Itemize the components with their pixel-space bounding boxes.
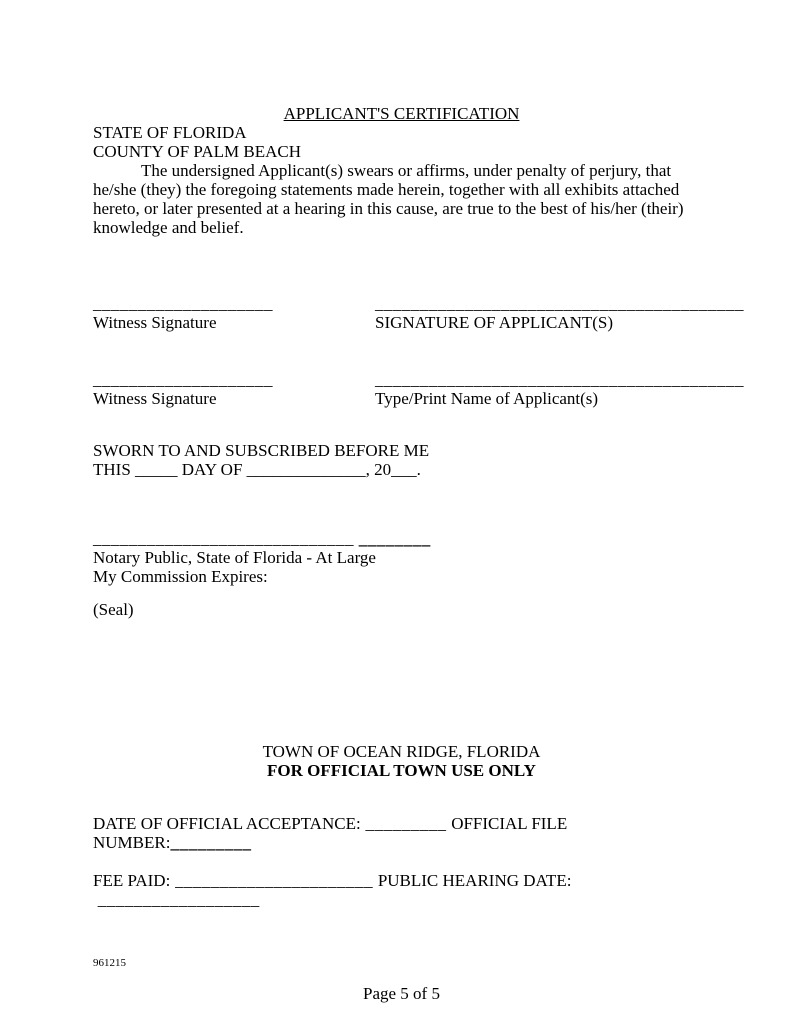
applicant-name-block (375, 370, 744, 408)
public-hearing-date-blank: __________________ (93, 890, 260, 909)
witness-signature-blank-2: ____________________ (93, 370, 273, 389)
fee-paid-label: FEE PAID: (93, 871, 171, 890)
witness-signature-block-1 (93, 294, 375, 332)
notary-signature-line (93, 529, 710, 548)
applicant-signature-block (375, 294, 744, 332)
affirmation-paragraph: The undersigned Applicant(s) swears or affirms, under penalty of perjury, that he/she (they) the foregoing statements made herein, together with all exhibits attached hereto, or later presented at a hearing in this cause, are true to the best of his/her (their) knowledge and belief. (93, 161, 684, 237)
notary-public-label: Notary Public, State of Florida - At Large (93, 548, 376, 567)
town-use-heading: TOWN OF OCEAN RIDGE, FLORIDA (262, 742, 541, 761)
notary-signature-blank-bold: ________ (354, 529, 431, 548)
date-of-acceptance-label: DATE OF OFFICIAL ACCEPTANCE: (93, 814, 361, 833)
witness-signature-label-1: Witness Signature (93, 313, 217, 332)
official-file-number-blank: _________ (170, 833, 252, 852)
town-use-subheading: FOR OFFICIAL TOWN USE ONLY (267, 761, 536, 780)
fee-paid-blank: ______________________ (170, 871, 378, 890)
page-number: Page 5 of 5 (363, 984, 440, 1003)
seal-label: (Seal) (93, 600, 134, 619)
official-file-number-label: OFFICIAL FILE NUMBER: (93, 814, 568, 852)
date-of-acceptance-blank: _________ (360, 814, 452, 833)
applicant-name-blank: _________________________________________ (375, 370, 744, 389)
commission-expires-label: My Commission Expires: (93, 567, 268, 586)
witness-signature-blank-1: ____________________ (93, 294, 273, 313)
page-title: APPLICANT'S CERTIFICATION (283, 104, 520, 123)
witness-signature-block-2 (93, 370, 375, 408)
applicant-signature-blank: _________________________________________ (375, 294, 744, 313)
county-line: COUNTY OF PALM BEACH (93, 142, 301, 161)
acceptance-file-line (93, 814, 710, 852)
fee-hearing-line (93, 871, 710, 909)
witness-signature-label-2: Witness Signature (93, 389, 217, 408)
state-line: STATE OF FLORIDA (93, 123, 247, 142)
notary-signature-blank: _____________________________ (93, 529, 354, 548)
sworn-statement-line-1: SWORN TO AND SUBSCRIBED BEFORE ME (93, 441, 430, 460)
applicant-signature-label: SIGNATURE OF APPLICANT(S) (375, 313, 614, 332)
document-code: 961215 (93, 957, 126, 969)
sworn-statement-line-2: THIS _____ DAY OF ______________, 20___. (93, 460, 421, 479)
public-hearing-date-label: PUBLIC HEARING DATE: (377, 871, 572, 890)
signature-row-1 (93, 294, 744, 332)
signature-row-2 (93, 370, 744, 408)
applicant-name-label: Type/Print Name of Applicant(s) (375, 389, 599, 408)
